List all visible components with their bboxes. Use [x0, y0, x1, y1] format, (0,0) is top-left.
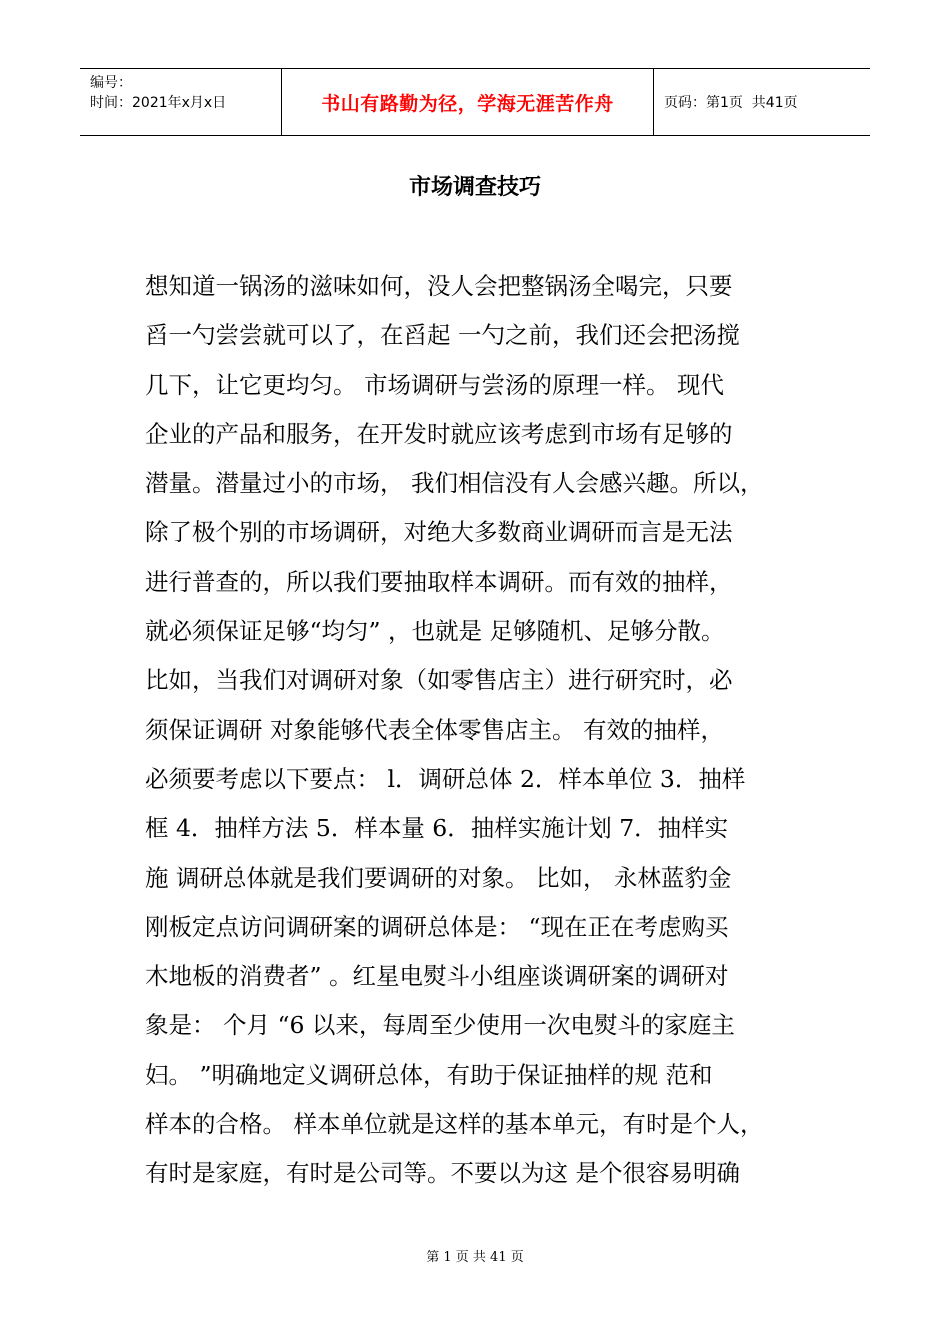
page-footer: 第 1 页 共 41 页 [426, 1250, 524, 1265]
body-line: 就必须保证足够“均匀” ，也就是 足够随机、足够分散。 [145, 617, 725, 646]
time-label: 时间：2021年x月x日 [90, 95, 227, 111]
body-line: 样本的合格。 样本单位就是这样的基本单元，有时是个人， [145, 1110, 764, 1139]
body-line: 进行普查的，所以我们要抽取样本调研。而有效的抽样， [145, 567, 733, 596]
number-label: 编号： [90, 75, 132, 91]
body-line: 施 调研总体就是我们要调研的对象。 比如， 永林蓝豹金 [145, 863, 732, 892]
body-text [145, 262, 845, 1199]
body-line: 想知道一锅汤的滋味如何，没人会把整锅汤全喝完，只要 [145, 272, 733, 300]
body-line: 妇。 ”明确地定义调研总体，有助于保证抽样的规 范和 [145, 1060, 713, 1089]
body-line: 企业的产品和服务，在开发时就应该考虑到市场有足够的 [145, 419, 733, 448]
motto-text: 书山有路勤为径，学海无涯苦作舟 [321, 92, 614, 115]
body-line: 舀一勺尝尝就可以了，在舀起 一勺之前，我们还会把汤搅 [145, 321, 740, 350]
body-line: 有时是家庭，有时是公司等。不要以为这 是个很容易明确 [145, 1159, 740, 1188]
page-label: 页码：第1页 共41页 [664, 95, 798, 111]
body-line: 象是： 个月 “6 以来，每周至少使用一次电熨斗的家庭主 [145, 1011, 735, 1040]
body-line: 须保证调研 对象能够代表全体零售店主。 有效的抽样， [145, 715, 724, 744]
body-line: 潜量。潜量过小的市场， 我们相信没有人会感兴趣。所以， [145, 469, 764, 498]
header-page-cell [654, 69, 870, 135]
header-meta-cell [80, 69, 282, 135]
body-line: 木地板的消费者” 。红星电熨斗小组座谈调研案的调研对 [145, 962, 729, 991]
body-line: 几下，让它更均匀。 市场调研与尝汤的原理一样。 现代 [145, 370, 724, 399]
body-line: 除了极个别的市场调研，对绝大多数商业调研而言是无法 [145, 518, 733, 547]
document-header [80, 68, 870, 136]
body-line: 框 4．抽样方法 5．样本量 6．抽样实施计划 7．抽样实 [145, 814, 729, 843]
document-title: 市场调查技巧 [408, 175, 541, 200]
body-line: 比如，当我们对调研对象（如零售店主）进行研究时，必 [145, 666, 733, 695]
body-line: 必须要考虑以下要点： l．调研总体 2．样本单位 3．抽样 [145, 764, 746, 793]
body-line: 刚板定点访问调研案的调研总体是： “现在正在考虑购买 [145, 912, 729, 941]
header-motto-cell [282, 69, 654, 135]
